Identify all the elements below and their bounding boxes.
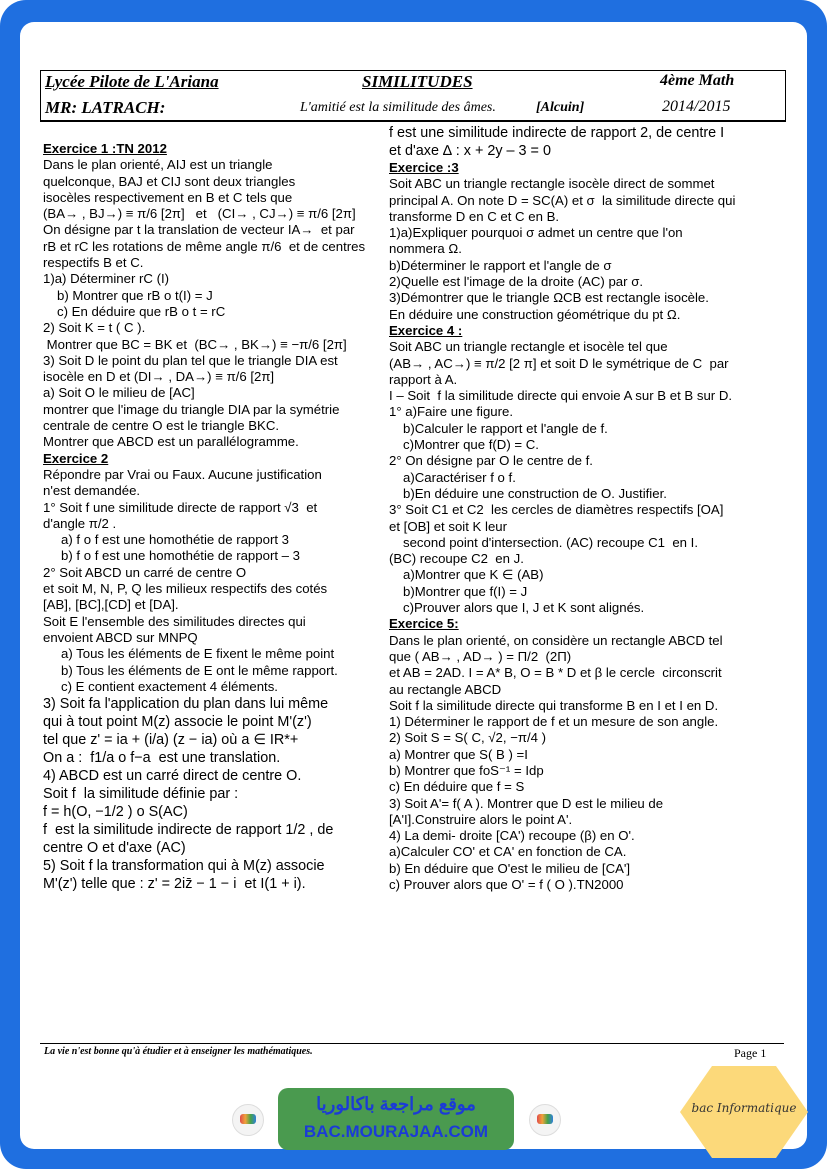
text-line: a)Montrer que K ∈ (AB): [403, 567, 544, 583]
text-line: d'angle π/2 .: [43, 515, 117, 531]
text-line: isocèle en D et (DI→ , DA→) ≡ π/6 [2π]: [43, 369, 275, 385]
text-line: c) E contient exactement 4 éléments.: [61, 678, 278, 694]
text-line: Exercice 2: [43, 450, 109, 466]
text-line: 3) Soit D le point du plan tel que le triangle DIA est: [43, 352, 338, 368]
text-line: On a : f1/a o f−a est une translation.: [43, 750, 281, 767]
text-line: a) Tous les éléments de E fixent le même point: [61, 646, 335, 662]
site-url[interactable]: BAC.MOURAJAA.COM: [303, 1122, 489, 1141]
text-line: 3° Soit C1 et C2 les cercles de diamètres respectifs [OA]: [389, 502, 724, 518]
text-line: a)Calculer CO' et CA' en fonction de CA.: [389, 844, 627, 860]
text-line: b)Déterminer le rapport et l'angle de σ: [389, 257, 612, 273]
text-line: second point d'intersection. (AC) recoupe C1 en I.: [403, 534, 698, 550]
text-line: b) f o f est une homothétie de rapport – 3: [61, 548, 300, 564]
text-line: transforme D en C et C en B.: [389, 208, 560, 224]
text-line: Exercice 1 :TN 2012: [43, 141, 167, 156]
text-line: centre O et d'axe (AC): [43, 840, 186, 857]
text-line: 3) Soit A'= f( A ). Montrer que D est le milieu de: [389, 795, 664, 811]
text-line: (AB→ , AC→) ≡ π/2 [2 π] et soit D le symétrique de C par: [389, 355, 729, 371]
text-line: b) En déduire que O'est le milieu de [CA']: [389, 860, 631, 876]
text-line: b)Calculer le rapport et l'angle de f.: [403, 420, 608, 436]
text-line: b) Montrer que rB o t(I) = J: [57, 287, 213, 303]
text-line: c) Prouver alors que O' = f ( O ).TN2000: [389, 877, 624, 893]
text-line: Soit f la similitude directe qui transforme B en I et I en D.: [389, 697, 719, 713]
text-line: On désigne par t la translation de vecteur IA→ et par: [43, 222, 355, 238]
site-logo-left: [232, 1104, 264, 1136]
text-line: (BC) recoupe C2 en J.: [389, 551, 524, 567]
text-line: isocèles respectivement en B et C tels que: [43, 189, 293, 205]
text-line: Dans le plan orienté, on considère un rectangle ABCD tel: [389, 632, 723, 648]
text-line: a)Caractériser f o f.: [403, 469, 516, 485]
footer-motto: La vie n'est bonne qu'à étudier et à enseigner les mathématiques.: [44, 1046, 313, 1057]
quote-author: [Alcuin]: [536, 100, 585, 115]
page-number: Page 1: [734, 1046, 767, 1060]
text-line: 1° Soit f une similitude directe de rapport √3 et: [43, 499, 318, 515]
text-line: 2° On désigne par O le centre de f.: [389, 453, 593, 469]
text-line: Montrer que BC = BK et (BC→ , BK→) ≡ −π/6 [2π]: [43, 336, 347, 352]
text-line: Exercice :3: [389, 160, 459, 175]
text-line: I – Soit f la similitude directe qui envoie A sur B et B sur D.: [389, 388, 733, 404]
text-line: [A'I].Construire alors le point A'.: [389, 811, 573, 827]
text-line: Soit ABC un triangle rectangle et isocèle tel que: [389, 339, 668, 355]
text-line: En déduire une construction géométrique du pt Ω.: [389, 306, 681, 322]
text-line: a) f o f est une homothétie de rapport 3: [61, 532, 289, 548]
text-line: principal A. On note D = SC(A) et σ la similitude directe qui: [389, 192, 736, 208]
school-name: Lycée Pilote de L'Ariana: [45, 72, 219, 91]
document-title: SIMILITUDES: [362, 72, 473, 91]
teacher-name: MR: LATRACH:: [45, 98, 166, 117]
text-line: (BA→ , BJ→) ≡ π/6 [2π] et (CI→ , CJ→) ≡ π/6 [2π]: [43, 206, 356, 222]
school-year: 2014/2015: [662, 98, 731, 115]
text-line: rB et rC les rotations de même angle π/6 et de centres: [43, 238, 366, 254]
text-line: c) En déduire que f = S: [389, 779, 525, 795]
text-line: Soit E l'ensemble des similitudes directes qui: [43, 613, 306, 629]
site-logo-right: [529, 1104, 561, 1136]
site-name-arabic[interactable]: موقع مراجعة باكالوريا: [316, 1094, 476, 1114]
text-line: rapport à A.: [389, 371, 458, 387]
text-line: et d'axe ∆ : x + 2y – 3 = 0: [389, 143, 551, 159]
text-line: b)En déduire une construction de O. Justifier.: [403, 485, 667, 501]
text-line: 2)Quelle est l'image de la droite (AC) par σ.: [389, 274, 644, 290]
text-line: a) Montrer que S( B ) =I: [389, 746, 528, 762]
text-line: 1)a)Expliquer pourquoi σ admet un centre que l'on: [389, 225, 683, 241]
text-line: 2) Soit S = S( C, √2, −π/4 ): [389, 730, 547, 746]
text-line: a) Soit O le milieu de [AC]: [43, 385, 195, 401]
text-line: 1° a)Faire une figure.: [389, 404, 514, 420]
text-line: c)Montrer que f(D) = C.: [403, 437, 539, 453]
text-line: 3) Soit fa l'application du plan dans lui même: [43, 696, 329, 713]
text-line: 4) La demi- droite [CA') recoupe (β) en O'.: [389, 828, 635, 844]
text-line: envoient ABCD sur MNPQ: [43, 629, 198, 645]
text-line: qui à tout point M(z) associe le point M'(z'): [43, 714, 312, 731]
text-line: Exercice 4 :: [389, 322, 463, 338]
header-quote: L'amitié est la similitude des âmes.: [300, 100, 496, 115]
text-line: Exercice 5:: [389, 616, 459, 632]
text-line: 3)Démontrer que le triangle ΩCB est rectangle isocèle.: [389, 290, 709, 306]
text-line: montrer que l'image du triangle DIA par la symétrie: [43, 401, 340, 417]
text-line: et soit M, N, P, Q les milieux respectifs des cotés: [43, 581, 328, 597]
text-line: Soit f la similitude définie par :: [43, 786, 239, 803]
text-line: 4) ABCD est un carré direct de centre O.: [43, 768, 302, 785]
text-line: 1) Déterminer le rapport de f et un mesure de son angle.: [389, 714, 719, 730]
text-line: b) Tous les éléments de E ont le même rapport.: [61, 662, 338, 678]
text-line: b) Montrer que foS⁻¹ = Idp: [389, 762, 544, 778]
text-line: Dans le plan orienté, AIJ est un triangle: [43, 157, 273, 173]
text-line: f est une similitude indirecte de rapport 2, de centre I: [389, 125, 725, 141]
footer-divider: [40, 1043, 784, 1044]
right-column: [389, 124, 781, 893]
text-line: respectifs B et C.: [43, 255, 144, 271]
text-line: Répondre par Vrai ou Faux. Aucune justification: [43, 466, 322, 482]
text-line: Montrer que ABCD est un parallélogramme.: [43, 434, 299, 450]
text-line: f est la similitude indirecte de rapport 1/2 , de: [43, 822, 334, 839]
class-level: 4ème Math: [660, 72, 735, 89]
left-column: [43, 141, 385, 893]
text-line: nommera Ω.: [389, 241, 462, 257]
text-line: et [OB] et soit K leur: [389, 518, 508, 534]
text-line: tel que z' = ia + (i/a) (z − ia) où a ∈ IR*+: [43, 732, 299, 749]
text-line: [AB], [BC],[CD] et [DA].: [43, 597, 179, 613]
text-line: et AB = 2AD. I = A* B, O = B * D et β le cercle circonscrit: [389, 665, 722, 681]
text-line: c) En déduire que rB o t = rC: [57, 303, 226, 319]
text-line: 1)a) Déterminer rC (I): [43, 271, 170, 287]
text-line: n'est demandée.: [43, 483, 141, 499]
text-line: 2° Soit ABCD un carré de centre O: [43, 564, 247, 580]
text-line: que ( AB→ , AD→ ) = Π/2 (2Π): [389, 648, 572, 664]
header-divider: [40, 120, 786, 122]
text-line: au rectangle ABCD: [389, 681, 502, 697]
text-line: c)Prouver alors que I, J et K sont alignés.: [403, 600, 645, 616]
text-line: Soit ABC un triangle rectangle isocèle direct de sommet: [389, 176, 715, 192]
text-line: 5) Soit f la transformation qui à M(z) associe: [43, 858, 325, 875]
text-line: 2) Soit K = t ( C ).: [43, 320, 146, 336]
text-line: centrale de centre O est le triangle BKC.: [43, 418, 280, 434]
text-line: M'(z') telle que : z' = 2iz̄ − 1 − i et I(1 + i).: [43, 876, 306, 893]
bac-informatique-text: bac Informatique: [691, 1101, 797, 1115]
text-line: quelconque, BAJ et CIJ sont deux triangles: [43, 173, 296, 189]
text-line: f = h(O, −1/2 ) o S(AC): [43, 804, 188, 821]
text-line: b)Montrer que f(I) = J: [403, 583, 528, 599]
